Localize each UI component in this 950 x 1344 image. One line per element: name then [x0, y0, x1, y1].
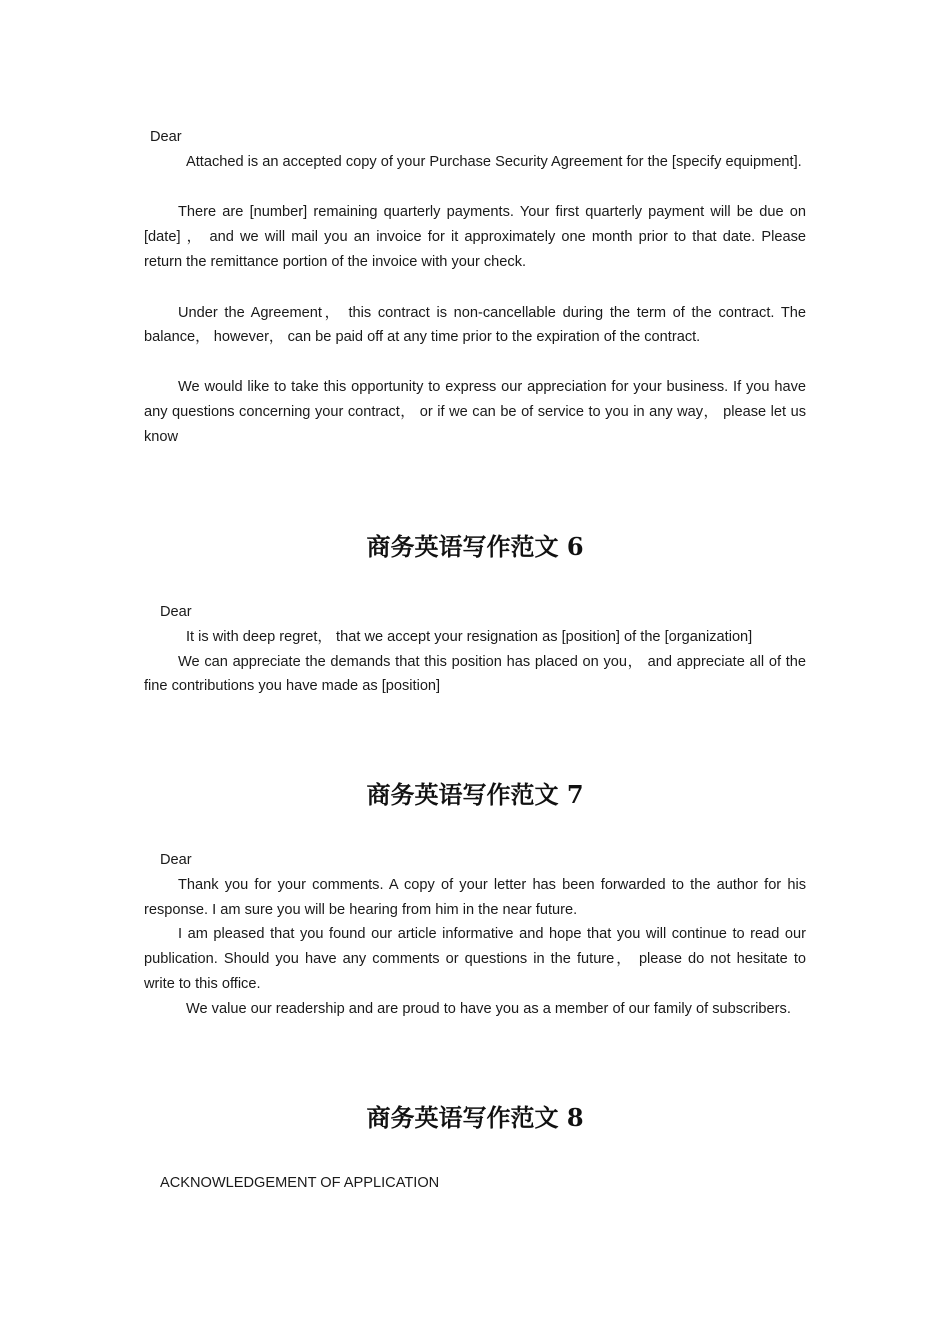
salutation: Dear [160, 852, 192, 868]
section-heading: 商务英语写作范文 7 [366, 780, 584, 809]
letter-section-5 [144, 125, 806, 449]
salutation: Dear [160, 604, 192, 620]
paragraph: We would like to take this opportunity to express our appreciation for your business. If you have any questions concerning your contract， or if we can be of service to you in any way， please let us know [144, 378, 806, 445]
letter-section-7 [144, 848, 806, 1022]
paragraph: We value our readership and are proud to have you as a member of our family of subscribers. [186, 1000, 791, 1017]
paragraph: We can appreciate the demands that this position has placed on you， and appreciate all of the fine contributions you have made as [position] [144, 653, 806, 695]
salutation: Dear [150, 129, 182, 145]
letter-section-6 [144, 600, 806, 699]
paragraph: There are [number] remaining quarterly payments. Your first quarterly payment will be due on [date] ， and we will mail you an invoice for it approximately one month prior to that date. Please return the remittance portion of the invoice with your check. [144, 204, 806, 270]
section-heading: 商务英语写作范文 6 [366, 532, 584, 561]
paragraph: Under the Agreement， this contract is non-cancellable during the term of the contract. The balance， however， can be paid off at any time prior to the expiration of the contract. [144, 304, 806, 346]
section-heading: 商务英语写作范文 8 [366, 1103, 584, 1132]
letter-section-8 [144, 1171, 806, 1195]
paragraph: It is with deep regret， that we accept your resignation as [position] of the [organization] [186, 628, 753, 645]
subtitle: ACKNOWLEDGEMENT OF APPLICATION [160, 1175, 440, 1191]
paragraph: Attached is an accepted copy of your Purchase Security Agreement for the [specify equipment]. [186, 153, 802, 170]
paragraph: Thank you for your comments. A copy of your letter has been forwarded to the author for his response. I am sure you will be hearing from him in the near future. [144, 876, 806, 918]
paragraph: I am pleased that you found our article informative and hope that you will continue to read our publication. Should you have any comments or questions in the future， please do not hesitate to write to this office. [144, 926, 806, 992]
